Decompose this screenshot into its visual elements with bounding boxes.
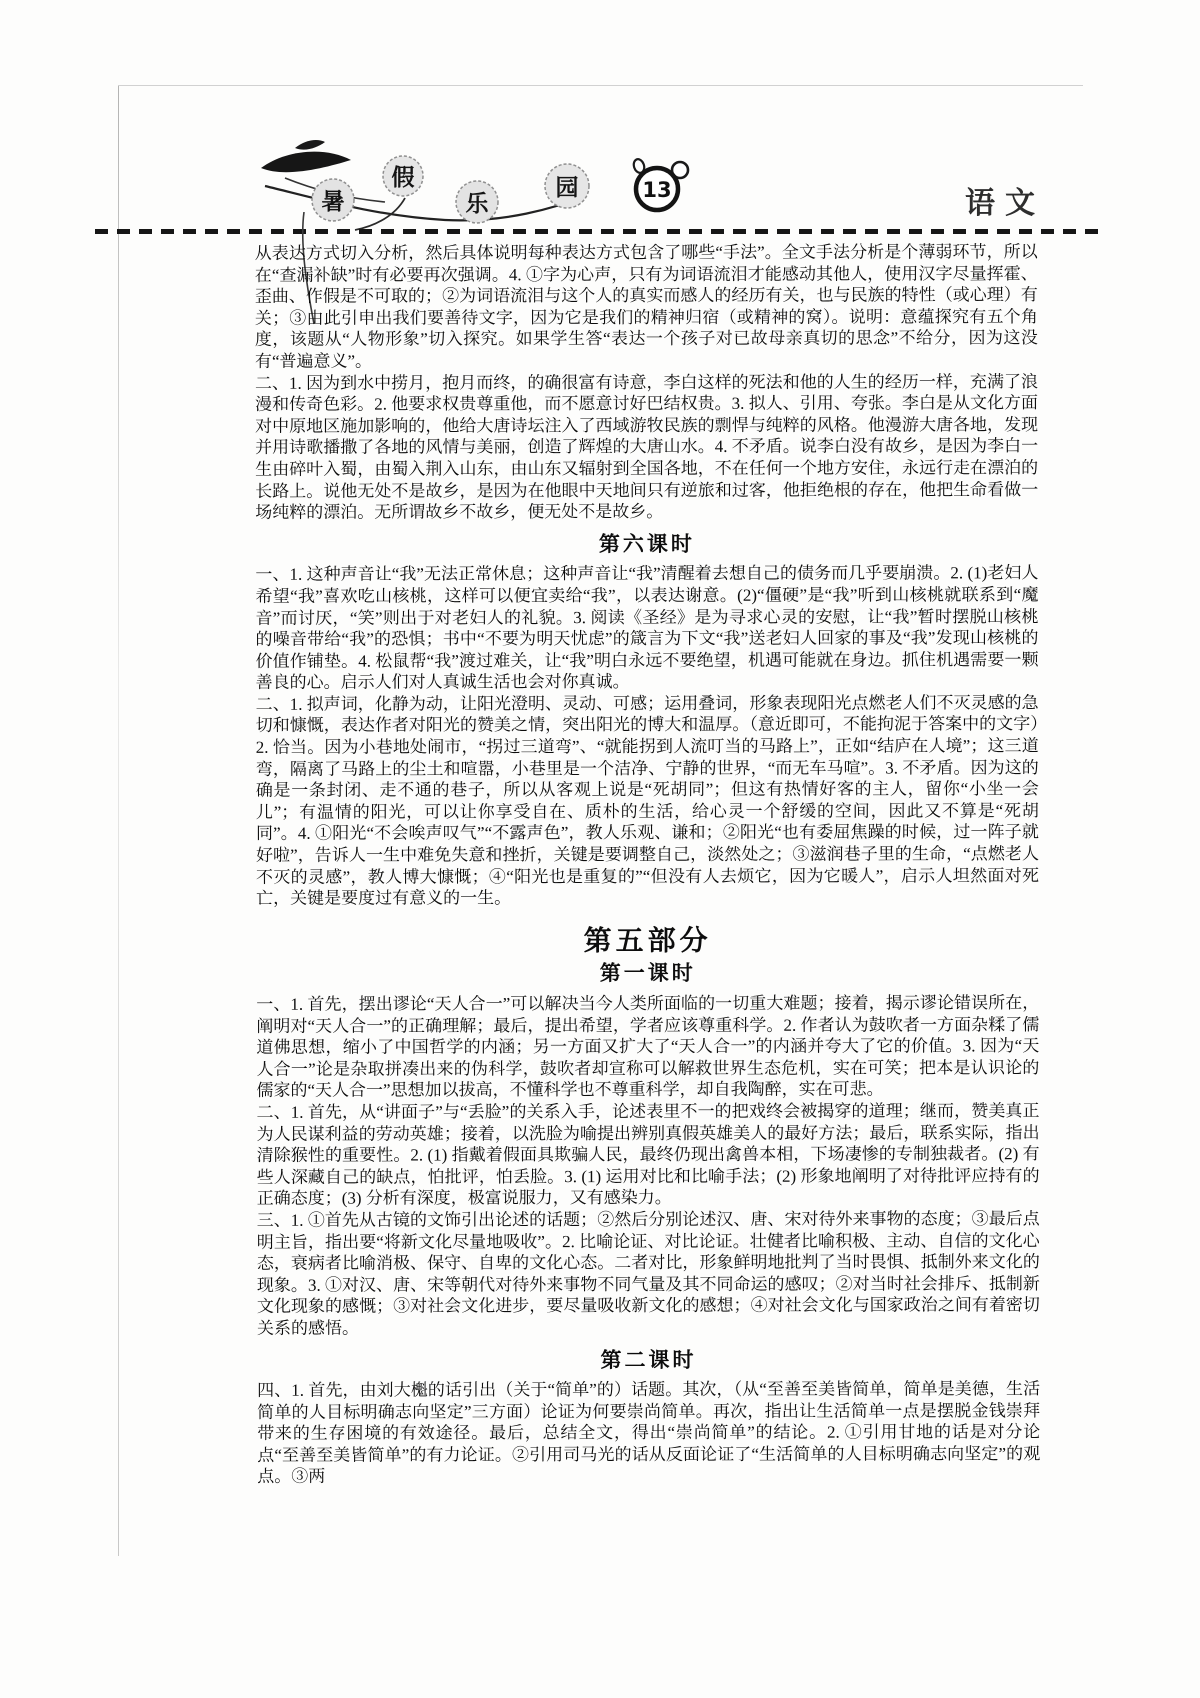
heading-lesson-2: 第二课时 bbox=[600, 1347, 697, 1372]
answer-paragraph: 二、1. 因为到水中捞月，抱月而终，的确很富有诗意，李白这样的死法和他的人生的经历一样，充满了浪漫和传奇色彩。2. 他要求权贵尊重他，而不愿意讨好巴结权贵。3. 拟人、引用、夸张。李白是从文化方面对中原地区施加影响的，他给大唐诗坛注入了西域游牧民族的剽悍与纯粹的风格。他漫游大唐各地，发现并用诗歌播撒了各地的风情与美丽，创造了辉煌的大唐山水。4. 不矛盾。说李白没有故乡，是因为李白一生由碎叶入蜀，由蜀入荆入山东，由山东又辐射到全国各地，不在任何一个地方安住，永远行走在漂泊的长路上。说他无处不是故乡，是因为在他眼中天地间只有逆旅和过客，他拒绝根的存在，他把生命看做一场纯粹的漂泊。无所谓故乡不故乡，便无处不是故乡。 bbox=[254, 371, 1039, 522]
header-dashed-divider bbox=[95, 229, 1107, 234]
scan-edge-top bbox=[118, 85, 1083, 86]
subject-label: 语文 bbox=[965, 187, 1045, 220]
answer-paragraph: 二、1. 拟声词，化静为动，让阳光澄明、灵动、可感；运用叠词，形象表现阳光点燃老人们不灭灵感的急切和慷慨，表达作者对阳光的赞美之情，突出阳光的博大和温厚。（意近即可，不能拘泥于答案中的文字）2. 恰当。因为小巷地处闹市，“拐过三道弯”、“就能拐到人流叮当的马路上”，正如“结庐在人境”；这三道弯，隔离了马路上的尘土和喧嚣，小巷里是一个洁净、宁静的世界，“而无车马喧”。3. 不矛盾。因为这的确是一条封闭、走不通的巷子，所以从客观上说是“死胡同”；但这有热情好客的主人，留你“小坐一会儿”；有温情的阳光，可以让你享受自在、质朴的生活，给心灵一个舒缓的空间，因此又不算是“死胡同”。4. ①阳光“不会唉声叹气”“不露声色”，教人乐观、谦和；②阳光“也有委屈焦躁的时候，过一阵子就好啦”，告诉人一生中难免失意和挫折，关键是要调整自己，淡然处之；③滋润巷子里的生命，“点燃老人不灭的灵感”，教人博大慷慨；④“阳光也是重复的”“但没有人去烦它，因为它暖人”，启示人坦然面对死亡，关键是要度过有意义的一生。 bbox=[255, 693, 1040, 909]
heading-part-5: 第五部分 bbox=[583, 925, 712, 957]
heading-lesson-1: 第一课时 bbox=[599, 961, 696, 986]
page-number: 13 bbox=[642, 178, 672, 202]
logo-char-le: 乐 bbox=[465, 191, 489, 216]
answers-content bbox=[255, 241, 1041, 1488]
logo-char-shu: 暑 bbox=[321, 189, 345, 214]
answer-paragraph: 三、1. ①首先从古镜的文饰引出论述的话题；②然后分别论述汉、唐、宋对待外来事物的态度；③最后点明主旨，指出要“将新文化尽量地吸收”。2. 比喻论证、对比论证。壮健者比喻积极、主动、自信的文化心态，衰病者比喻消极、保守、自卑的文化心态。二者对比，形象鲜明地批判了当时畏惧、抵制外来文化的现象。3. ①对汉、唐、宋等朝代对待外来事物不同气量及其不同命运的感叹；②对当时社会排斥、抵制新文化现象的感慨；③对社会文化进步，要尽量吸收新文化的感想；④对社会文化与国家政治之间有着密切关系的感悟。 bbox=[256, 1209, 1040, 1338]
heading-lesson-6: 第六课时 bbox=[598, 531, 695, 556]
answer-paragraph: 一、1. 这种声音让“我”无法正常休息；这种声音让“我”清醒着去想自己的债务而几乎要崩溃。2. (1)老妇人希望“我”喜欢吃山核桃，这样可以便宜卖给“我”，以表达谢意。(2)“僵硬”是“我”听到山核桃就联系到“魔音”而讨厌，“笑”则出于对老妇人的礼貌。3. 阅读《圣经》是为寻求心灵的安慰，让“我”暂时摆脱山核桃的噪音带给“我”的恐惧；书中“不要为明天忧虑”的箴言为下文“我”送老妇人回家的事及“我”发现山核桃的价值作铺垫。4. 松鼠帮“我”渡过难关，让“我”明白永远不要绝望，机遇可能就在身边。抓住机遇需要一颗善良的心。启示人们对人真诚生活也会对你真诚。 bbox=[255, 563, 1039, 693]
page-number-badge bbox=[627, 156, 697, 218]
logo-char-jia: 假 bbox=[391, 165, 415, 190]
page-header bbox=[255, 138, 1045, 234]
answer-paragraph: 从表达方式切入分析，然后具体说明每种表达方式包含了哪些“手法”。全文手法分析是个薄弱环节，所以在“查漏补缺”时有必要再次强调。4. ①字为心声，只有为词语流泪才能感动其他人，使用汉字尽量挥霍、歪曲、作假是不可取的；②为词语流泪与这个人的真实而感人的经历有关，也与民族的特性（或心理）有关；③由此引申出我们要善待文字，因为它是我们的精神归宿（或精神的窝）。说明：意蕴探究有五个角度，该题从“人物形象”切入探究。如果学生答“表达一个孩子对已故母亲真切的思念”不给分，因为这没有“普遍意义”。 bbox=[254, 242, 1038, 371]
answer-paragraph: 一、1. 首先，摆出谬论“天人合一”可以解决当今人类所面临的一切重大难题；接着，揭示谬论错误所在，阐明对“天人合一”的正确理解；最后，提出希望，学者应该尊重科学。2. 作者认为鼓吹者一方面杂糅了儒道佛思想，缩小了中国哲学的内涵；另一方面又扩大了“天人合一”的内涵并夸大了它的价值。3. 因为“天人合一”论是杂取拼凑出来的伪科学，鼓吹者却宣称可以解救世界生态危机，实在可笑；把本是认识论的儒家的“天人合一”思想加以拔高，不懂科学也不尊重科学，却自我陶醉，实在可悲。 bbox=[256, 993, 1040, 1101]
scan-edge-left bbox=[118, 86, 119, 1556]
logo-char-yuan: 园 bbox=[555, 175, 579, 200]
answer-paragraph: 二、1. 首先，从“讲面子”与“丢脸”的关系入手，论述表里不一的把戏终会被揭穿的道理；继而，赞美真正为人民谋利益的劳动英雄；接着，以洗脸为喻提出辨别真假英雄美人的最好方法；最后，联系实际，指出清除猴性的重要性。2. (1) 指戴着假面具欺骗人民，最终仍现出禽兽本相，下场凄惨的专制独裁者。(2) 有些人深藏自己的缺点，怕批评，怕丢脸。3. (1) 运用对比和比喻手法；(2) 形象地阐明了对待批评应持有的正确态度；(3) 分析有深度，极富说服力，又有感染力。 bbox=[256, 1101, 1040, 1209]
answer-paragraph: 四、1. 首先，由刘大櫆的话引出（关于“简单”的）话题。其次，（从“至善至美皆简单，简单是美德，生活简单的人目标明确志向坚定”三方面）论证为何要崇尚简单。再次，指出让生活简单一点是摆脱金钱崇拜带来的生存困境的有效途径。最后，总结全文，得出“崇尚简单”的结论。2. ①引用甘地的话是对分论点“至善至美皆简单”的有力论证。②引用司马光的话从反面论证了“生活简单的人目标明确志向坚定”的观点。③两 bbox=[257, 1379, 1041, 1487]
